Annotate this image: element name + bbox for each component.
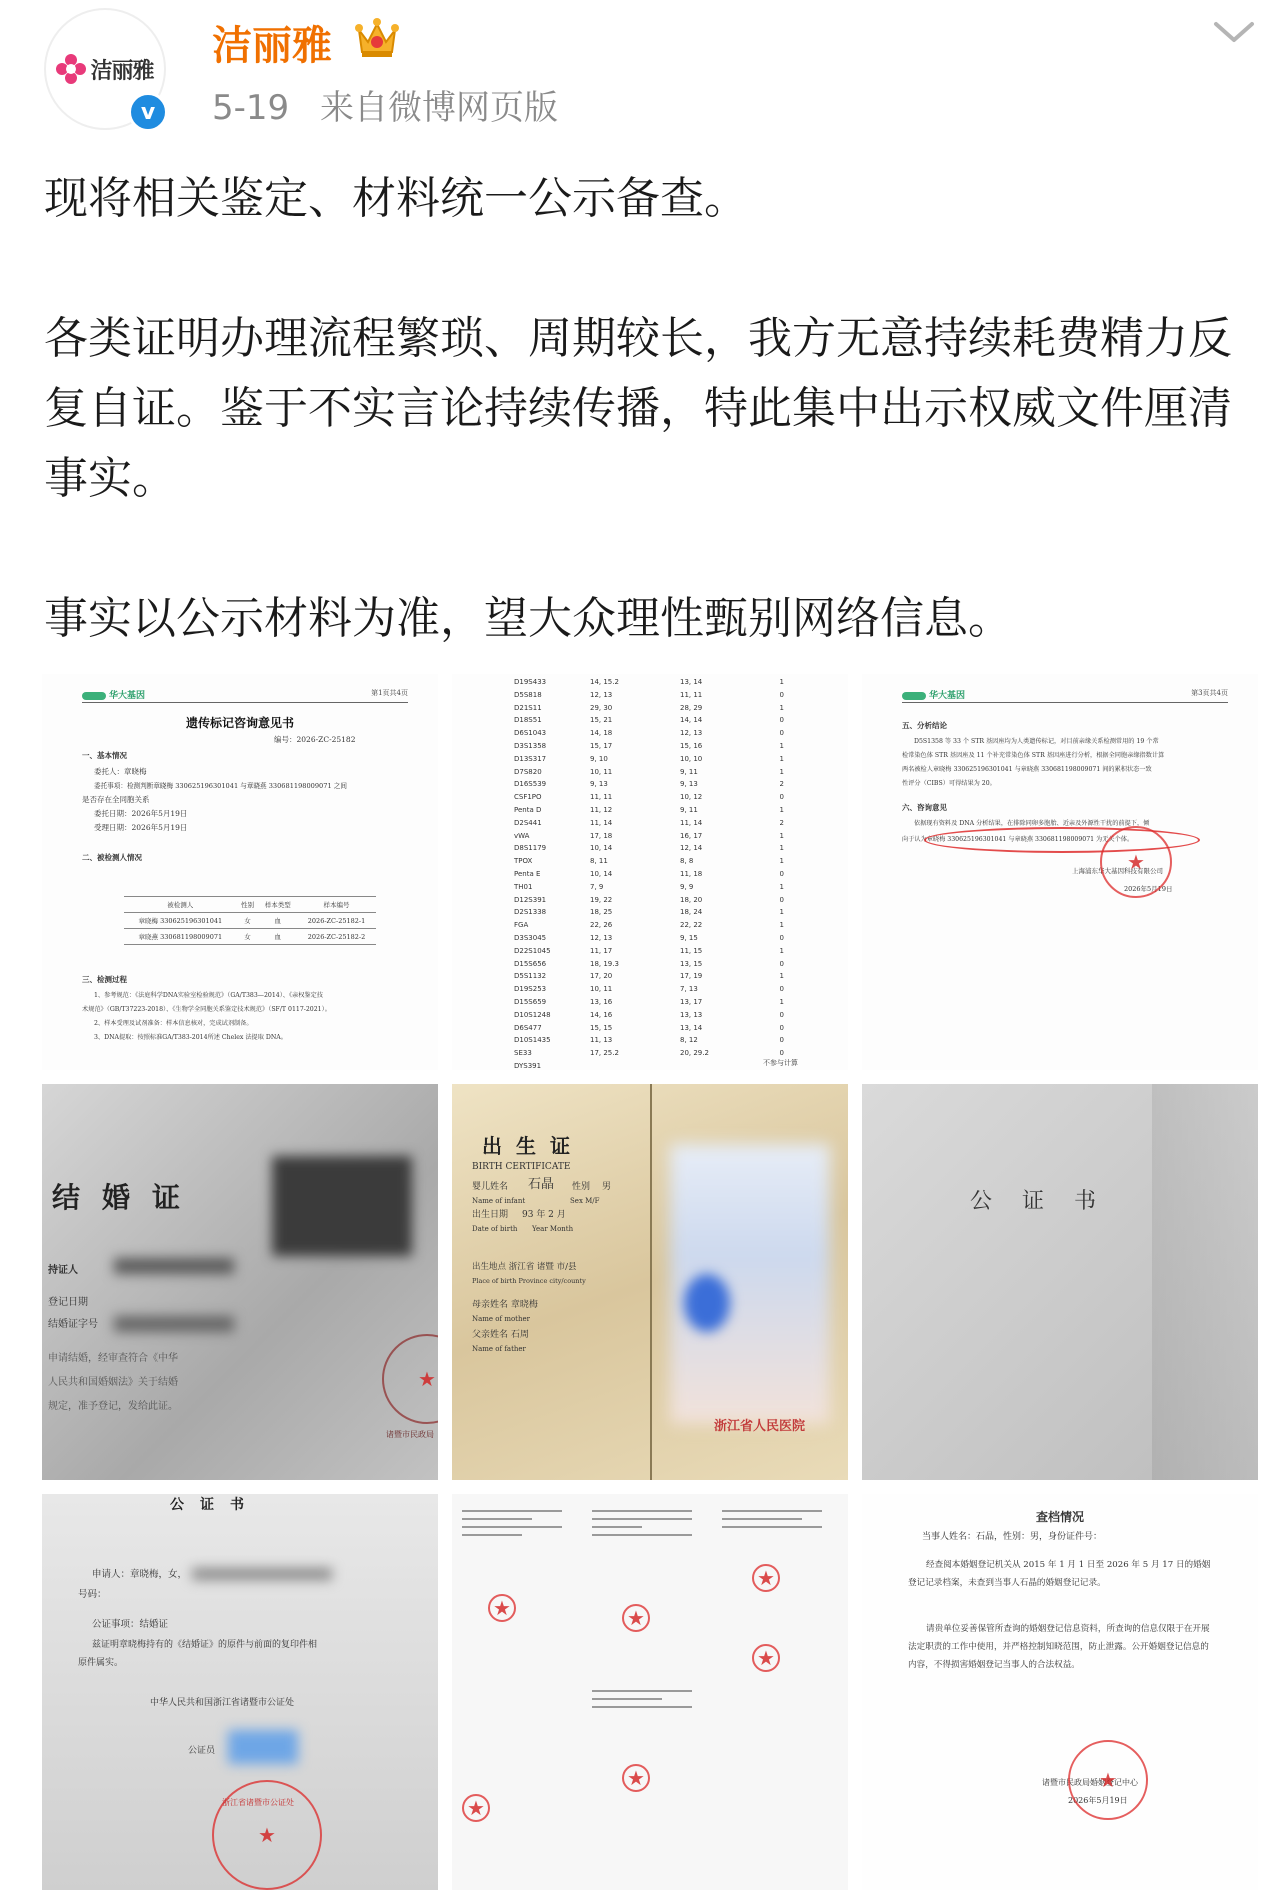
image-dna-report[interactable] — [42, 674, 438, 1070]
notary-text: 号码： — [78, 1589, 107, 1600]
table-row — [514, 817, 784, 830]
table-row — [514, 881, 784, 894]
image-birth-certificate[interactable] — [452, 1084, 848, 1480]
red-seal — [1068, 1740, 1148, 1820]
document-title: 遗传标记咨询意见书 — [185, 716, 294, 730]
table-cell: 19, 22 — [590, 895, 613, 904]
table-cell: 17, 20 — [590, 972, 613, 981]
table-cell: 17, 19 — [680, 972, 703, 981]
mini-document — [462, 1504, 562, 1674]
table-row — [514, 753, 784, 766]
table-row — [514, 932, 784, 945]
table-cell: 10, 11 — [590, 767, 613, 776]
doc-signature: 诸暨市民政局婚姻登记中心 — [1042, 1778, 1138, 1787]
table-cell: 2026-ZC-25182-1 — [297, 913, 376, 929]
table-row — [514, 983, 784, 996]
table-cell: 9, 11 — [680, 767, 698, 776]
divider — [82, 702, 408, 703]
table-cell: 12, 14 — [680, 844, 703, 853]
seal-text: 浙江省诸暨市公证处 — [222, 1798, 294, 1807]
table-cell: DYS391 — [514, 1061, 542, 1070]
table-cell: 20, 29.2 — [680, 1049, 709, 1058]
table-cell: D6S1043 — [514, 729, 547, 738]
image-grid — [42, 674, 1260, 1882]
post-paragraph: 事实以公示材料为准，望大众理性甄别网络信息。 — [44, 593, 1012, 644]
table-cell: D10S1435 — [514, 1036, 551, 1045]
table-cell: D19S253 — [514, 985, 547, 994]
red-seal — [1100, 826, 1172, 898]
table-row — [514, 804, 784, 817]
table-cell: 8, 11 — [590, 857, 608, 866]
cert-label-en: Sex M/F — [570, 1197, 600, 1205]
table-row — [514, 842, 784, 855]
post-body — [44, 164, 1254, 724]
table-cell: 女 — [237, 913, 259, 929]
doc-text: 委托事项：检测判断章晓梅 330625196301041 与章晓燕 330681198009071 之间 — [94, 782, 347, 790]
table-cell: 29, 30 — [590, 703, 613, 712]
table-cell: D3S1358 — [514, 741, 547, 750]
divider — [902, 702, 1228, 703]
table-cell: 15, 15 — [590, 1023, 613, 1032]
page-number: 第1页共4页 — [371, 689, 408, 697]
table-row — [514, 919, 784, 932]
table-cell: 12, 13 — [590, 933, 613, 942]
doc-text: 性评分（CIBS）可得结果为 20。 — [902, 780, 996, 787]
table-cell: 0 — [779, 1049, 784, 1058]
table-cell: 28, 29 — [680, 703, 703, 712]
table-cell: D2S1338 — [514, 908, 547, 917]
table-cell: 7, 9 — [590, 882, 604, 891]
doc-text: 2、样本受理及试剂准备：样本信息核对，完成试剂制备。 — [94, 1020, 253, 1027]
table-cell: 血 — [258, 929, 297, 945]
table-cell: D10S1248 — [514, 1010, 551, 1019]
flower-icon — [56, 54, 86, 84]
table-cell: 0 — [779, 716, 784, 725]
post-meta — [212, 80, 578, 129]
cert-text: 登记日期 — [48, 1297, 88, 1308]
table-row — [514, 766, 784, 779]
image-document-collage[interactable] — [452, 1494, 848, 1890]
cert-label-en: Year Month — [532, 1225, 574, 1233]
doc-text: 二、被检测人情况 — [82, 853, 142, 862]
doc-text: 一、基本情况 — [82, 751, 127, 760]
cert-text: 结婚证字号 — [48, 1319, 98, 1330]
blurred-signature — [228, 1730, 298, 1764]
table-cell: 0 — [779, 933, 784, 942]
cert-label-en: Name of mother — [472, 1315, 530, 1323]
doc-text: 委托日期：2026年5月19日 — [94, 809, 188, 818]
table-row — [514, 1060, 784, 1070]
post-paragraph: 各类证明办理流程繁琐、周期较长，我方无意持续耗费精力反复自证。鉴于不实言论持续传播，特此集中出示权威文件厘清事实。 — [44, 313, 1232, 504]
table-cell: TH01 — [514, 882, 533, 891]
doc-date: 2026年5月19日 — [1068, 1796, 1128, 1805]
table-row — [514, 702, 784, 715]
table-row — [514, 894, 784, 907]
table-cell: 1 — [779, 844, 784, 853]
blurred-mark — [684, 1274, 730, 1332]
post-date: 5-19 — [212, 88, 290, 128]
str-table — [514, 676, 784, 1070]
table-cell: 10, 12 — [680, 793, 703, 802]
table-cell: 0 — [779, 895, 784, 904]
red-seal — [622, 1764, 650, 1792]
red-seal — [752, 1644, 780, 1672]
certificate-title: 结婚证 — [52, 1181, 203, 1214]
seal-text: 诸暨市民政局 — [386, 1430, 434, 1439]
table-row — [514, 676, 784, 689]
certificate-title-en: BIRTH CERTIFICATE — [472, 1162, 571, 1172]
table-row — [514, 996, 784, 1009]
table-cell: 0 — [779, 985, 784, 994]
table-cell: D13S317 — [514, 754, 547, 763]
table-cell: 2026-ZC-25182-2 — [297, 929, 376, 945]
doc-text: 请贵单位妥善保管所查询的婚姻登记信息资料，所查询的信息仅限于在开展法定职责的工作中使用，并严格控制知晓范围，防止泄露。公开婚姻登记信息的内容，不得损害婚姻登记当事人的合法权益。 — [908, 1624, 1210, 1670]
table-row — [514, 830, 784, 843]
table-cell: D3S3045 — [514, 933, 547, 942]
table-header: 性别 — [237, 897, 259, 913]
notary-text: 原件属实。 — [78, 1658, 124, 1668]
table-row — [514, 1034, 784, 1047]
table-cell: SE33 — [514, 1049, 532, 1058]
crown-icon[interactable] — [354, 16, 400, 60]
table-cell: 15, 17 — [590, 741, 613, 750]
table-cell: 0 — [779, 729, 784, 738]
table-cell: 1 — [779, 946, 784, 955]
cert-label: 性别 — [572, 1182, 591, 1192]
table-cell: 11, 12 — [590, 805, 613, 814]
red-seal — [752, 1564, 780, 1592]
table-cell: 12, 13 — [680, 729, 703, 738]
doc-text: 委托人：章晓梅 — [94, 767, 147, 776]
table-cell: 17, 25.2 — [590, 1049, 619, 1058]
table-cell: 22, 22 — [680, 921, 703, 930]
document-title: 查档情况 — [1035, 1510, 1084, 1524]
table-cell: 1 — [779, 741, 784, 750]
table-cell: 18, 19.3 — [590, 959, 619, 968]
table-footnote: 不参与计算 — [763, 1059, 798, 1067]
image-archive-check[interactable] — [862, 1494, 1258, 1890]
mini-document — [592, 1504, 692, 1674]
company-logo: 华大基因 — [82, 688, 145, 701]
table-cell: D7S820 — [514, 767, 542, 776]
cert-label-en: Name of father — [472, 1345, 526, 1353]
document-number: 编号：2026-ZC-25182 — [274, 735, 356, 744]
fold-line — [650, 1084, 652, 1480]
table-cell: 1 — [779, 882, 784, 891]
notary-text: 兹证明章晓梅持有的《结婚证》的原件与前面的复印件相 — [92, 1640, 318, 1650]
table-cell: vWA — [514, 831, 530, 840]
table-cell: 11, 18 — [680, 869, 703, 878]
table-cell: 血 — [258, 913, 297, 929]
table-cell: 章晓梅 330625196301041 — [124, 913, 237, 929]
table-cell: 0 — [779, 793, 784, 802]
table-cell: 9, 13 — [680, 780, 698, 789]
table-row — [514, 791, 784, 804]
doc-text: 经查阅本婚姻登记机关从 2015 年 1 月 1 日至 2026 年 5 月 17 日的婚姻登记记录档案，未查到当事人石晶的婚姻登记记录。 — [908, 1560, 1211, 1588]
table-cell: D12S391 — [514, 895, 547, 904]
cert-value: 93 年 2 月 — [522, 1210, 566, 1220]
table-cell: D15S659 — [514, 997, 547, 1006]
table-cell: 18, 25 — [590, 908, 613, 917]
blurred-text — [114, 1316, 234, 1332]
red-seal — [622, 1604, 650, 1632]
table-cell: 11, 11 — [680, 690, 703, 699]
blurred-photo — [272, 1156, 412, 1256]
table-cell: 1 — [779, 908, 784, 917]
table-cell: D6S477 — [514, 1023, 542, 1032]
table-cell: Penta D — [514, 805, 542, 814]
table-cell: 11, 17 — [590, 946, 613, 955]
table-cell: 22, 26 — [590, 921, 613, 930]
table-cell: TPOX — [514, 857, 533, 866]
table-cell: 11, 14 — [590, 818, 613, 827]
cert-text: 父亲姓名 石周 — [472, 1330, 529, 1340]
doc-text: 向于认为章晓梅 330625196301041 与章晓燕 330681198009071 为无关个体。 — [902, 836, 1134, 843]
table-cell: 0 — [779, 869, 784, 878]
certificate-title: 公证书 — [970, 1189, 1127, 1214]
subject-table — [124, 896, 376, 945]
table-cell: 11, 14 — [680, 818, 703, 827]
notary-text: 公证事项：结婚证 — [92, 1619, 169, 1630]
table-header: 样本类型 — [258, 897, 297, 913]
table-cell: D5S1132 — [514, 972, 547, 981]
table-cell: D22S1045 — [514, 946, 551, 955]
image-dna-conclusion[interactable] — [862, 674, 1258, 1070]
doc-text: 六、咨询意见 — [902, 803, 947, 812]
table-cell: 2 — [779, 818, 784, 827]
table-cell: 8, 12 — [680, 1036, 698, 1045]
certificate-title: 公证书 — [170, 1497, 260, 1513]
table-row — [514, 945, 784, 958]
company-logo: 华大基因 — [902, 688, 965, 701]
post-source[interactable]: 来自微博网页版 — [319, 88, 558, 128]
avatar-logo-text: 洁丽雅 — [90, 58, 154, 84]
cert-label: 婴儿姓名 — [472, 1182, 509, 1192]
table-cell: Penta E — [514, 869, 541, 878]
chevron-down-icon[interactable] — [1212, 18, 1256, 48]
image-notary-cover[interactable] — [862, 1084, 1258, 1480]
table-cell: 13, 15 — [680, 959, 703, 968]
doc-text: 两名被检人章晓梅 330625196301041 与章晓燕 330681198009071 间的累积状态一致 — [902, 766, 1152, 773]
table-cell: 0 — [779, 1023, 784, 1032]
doc-text: 1、参考规范：《法庭科学DNA实验室检验规范》（GA/T383—2014）、《亲权鉴定技 — [94, 992, 323, 999]
notary-label: 公证员 — [188, 1746, 216, 1756]
table-cell: 1 — [779, 831, 784, 840]
table-cell: 1 — [779, 767, 784, 776]
table-cell: 女 — [237, 929, 259, 945]
doc-text: 三、检测过程 — [82, 975, 127, 984]
table-cell: CSF1PO — [514, 793, 542, 802]
table-cell: 9, 10 — [590, 754, 608, 763]
hospital-seal-text: 浙江省人民医院 — [714, 1419, 806, 1434]
table-row — [514, 1047, 784, 1060]
doc-text: D5S1358 等 33 个 STR 基因座均为人类遗传标记，对目前亲缘关系检测常用的 19 个常 — [914, 738, 1159, 745]
table-cell: 章晓燕 330681198009071 — [124, 929, 237, 945]
post-header — [0, 0, 1284, 150]
table-cell: 14, 18 — [590, 729, 613, 738]
table-cell: 10, 14 — [590, 869, 613, 878]
table-cell: 0 — [779, 1036, 784, 1045]
image-str-table[interactable] — [452, 674, 848, 1070]
doc-text: 受理日期：2026年5月19日 — [94, 823, 188, 832]
table-cell: D19S433 — [514, 678, 547, 686]
doc-signature: 上海浦东华大基因科技有限公司 — [1072, 867, 1163, 875]
table-cell: 13, 13 — [680, 1010, 703, 1019]
table-cell: 15, 21 — [590, 716, 613, 725]
table-cell: 14, 15.2 — [590, 678, 619, 686]
doc-text: 当事人姓名：石晶，性别：男，身份证件号： — [922, 1532, 1103, 1542]
table-cell: 0 — [779, 959, 784, 968]
red-seal — [462, 1794, 490, 1822]
table-cell: 10, 11 — [590, 985, 613, 994]
table-row — [124, 929, 376, 945]
doc-text: 3、DNA提取：按照标准GA/T383-2014所述 Chelex 法提取 DNA。 — [94, 1034, 287, 1041]
table-cell: 10, 14 — [590, 844, 613, 853]
table-cell: D8S1179 — [514, 844, 547, 853]
cert-text: 人民共和国婚姻法》关于结婚 — [48, 1377, 178, 1388]
table-cell: 1 — [779, 972, 784, 981]
cert-text: 出生地点 浙江省 诸暨 市/县 — [472, 1262, 577, 1272]
table-cell: 13, 16 — [590, 997, 613, 1006]
table-cell: 1 — [779, 997, 784, 1006]
table-cell: D5S818 — [514, 690, 542, 699]
table-cell: D21S11 — [514, 703, 542, 712]
table-cell: 13, 14 — [680, 1023, 703, 1032]
red-seal — [488, 1594, 516, 1622]
image-notary-content[interactable] — [42, 1494, 438, 1890]
table-cell: 11, 15 — [680, 946, 703, 955]
table-cell — [590, 1060, 680, 1070]
doc-text: 依据现有资料及 DNA 分析结果，在排除同卵多胞胎、近亲及外源性干扰的前提下，倾 — [914, 820, 1150, 827]
page-number: 第3页共4页 — [1191, 689, 1228, 697]
table-row — [514, 868, 784, 881]
cert-text: 规定，准予登记，发给此证。 — [48, 1401, 178, 1412]
table-cell: D15S656 — [514, 959, 547, 968]
table-row — [514, 714, 784, 727]
table-cell: 2 — [779, 780, 784, 789]
table-row — [124, 913, 376, 929]
table-row — [514, 958, 784, 971]
table-cell: FGA — [514, 921, 529, 930]
table-row — [514, 727, 784, 740]
table-cell: 14, 14 — [680, 716, 703, 725]
brand-logo — [56, 54, 153, 85]
blurred-text — [114, 1258, 234, 1274]
cert-text: 持证人 — [48, 1265, 78, 1276]
blurred-text — [192, 1568, 332, 1580]
table-cell: 15, 16 — [680, 741, 703, 750]
table-header: 样本编号 — [297, 897, 376, 913]
image-marriage-certificate[interactable] — [42, 1084, 438, 1480]
table-header: 被检测人 — [124, 897, 237, 913]
cert-text: 申请结婚，经审查符合《中华 — [48, 1353, 178, 1364]
table-row — [514, 970, 784, 983]
table-cell: 18, 20 — [680, 895, 703, 904]
doc-text: 五、分析结论 — [902, 721, 947, 730]
table-cell: 1 — [779, 678, 784, 686]
red-seal — [382, 1334, 438, 1424]
page-shadow — [1152, 1084, 1258, 1480]
table-row — [514, 1022, 784, 1035]
table-cell: D18S51 — [514, 716, 542, 725]
notary-text: 申请人：章晓梅，女， — [92, 1569, 188, 1580]
cert-value: 男 — [602, 1182, 612, 1192]
table-cell: 13, 14 — [680, 678, 703, 686]
table-row — [514, 689, 784, 702]
table-cell: 9, 9 — [680, 882, 694, 891]
table-cell: 13, 17 — [680, 997, 703, 1006]
table-cell: 1 — [779, 754, 784, 763]
table-cell: 9, 11 — [680, 805, 698, 814]
table-cell: 11, 11 — [590, 793, 613, 802]
table-cell: D2S441 — [514, 818, 542, 827]
certificate-title: 出生证 — [482, 1134, 584, 1158]
table-cell: D16S539 — [514, 780, 547, 789]
table-cell: 11, 13 — [590, 1036, 613, 1045]
doc-date: 2026年5月19日 — [1124, 885, 1173, 893]
doc-text: 检常染色体 STR 基因座及 11 个补充常染色体 STR 基因座进行分析，根据全同胞亲缘指数计算 — [902, 752, 1165, 759]
table-cell: 16, 17 — [680, 831, 703, 840]
post-paragraph: 现将相关鉴定、材料统一公示备查。 — [44, 173, 748, 224]
verified-badge-icon: v — [128, 92, 168, 132]
table-row — [514, 740, 784, 753]
notary-office: 中华人民共和国浙江省诸暨市公证处 — [150, 1698, 295, 1708]
table-row — [514, 1009, 784, 1022]
cert-label-en: Date of birth — [472, 1225, 518, 1233]
table-row — [514, 855, 784, 868]
cert-text: 母亲姓名 章晓梅 — [472, 1300, 538, 1310]
doc-text: 术规范》（GB/T37223-2018）、《生物学全同胞关系鉴定技术规范》（SF/T 0117-2021）。 — [82, 1006, 331, 1013]
table-cell: 1 — [779, 703, 784, 712]
table-cell: 1 — [779, 921, 784, 930]
cert-value: 石晶 — [528, 1177, 555, 1192]
table-cell: 8, 8 — [680, 857, 694, 866]
table-cell: 1 — [779, 805, 784, 814]
table-cell: 10, 10 — [680, 754, 703, 763]
table-cell: 12, 13 — [590, 690, 613, 699]
table-cell: 9, 13 — [590, 780, 608, 789]
cert-label-en: Place of birth Province city/county — [472, 1277, 586, 1285]
table-cell: 9, 15 — [680, 933, 698, 942]
table-cell: 14, 16 — [590, 1010, 613, 1019]
table-cell: 0 — [779, 690, 784, 699]
cert-label: 出生日期 — [472, 1210, 509, 1220]
doc-text: 是否存在全同胞关系 — [82, 795, 150, 804]
cert-label-en: Name of infant — [472, 1197, 526, 1205]
username[interactable]: 洁丽雅 — [212, 23, 332, 69]
table-cell: 7, 13 — [680, 985, 698, 994]
table-cell: 1 — [779, 857, 784, 866]
table-row — [514, 906, 784, 919]
table-row — [514, 778, 784, 791]
table-cell: 17, 18 — [590, 831, 613, 840]
table-cell — [680, 1060, 760, 1070]
table-cell: 18, 24 — [680, 908, 703, 917]
table-cell: 0 — [779, 1010, 784, 1019]
